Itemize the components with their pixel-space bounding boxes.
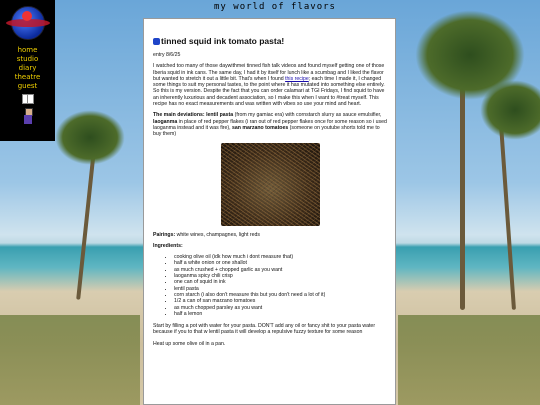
step-paragraph: Heat up some olive oil in a pan. [153, 340, 226, 347]
post-card [143, 18, 396, 405]
background-grass-left [0, 315, 140, 405]
ingredients-heading: Ingredients: [153, 242, 183, 249]
step-paragraph: Start by filling a pot with water for your pasta. DON'T add any oil or fancy shit to your pasta water because if you to that w lentil pasta it will develop a repulsive fuzzy texture for some reason [153, 323, 376, 336]
squid-icon [153, 38, 160, 45]
nav-diary[interactable]: diary [18, 64, 37, 72]
list-item: • half a lemon [174, 311, 387, 317]
nav-studio[interactable]: studio [16, 55, 39, 63]
recipe-link[interactable]: this recipe [285, 75, 309, 82]
list-item: • lentil pasta [174, 286, 387, 292]
palm-leaves [55, 110, 125, 165]
list-item: • laoganma spicy chili crisp [174, 273, 387, 279]
list-item: • as much crushed + chopped garlic as you want [174, 267, 387, 273]
post-date: entry 8/6/25 [153, 52, 181, 58]
globe-logo [11, 6, 45, 40]
nav-guest[interactable]: guest [17, 82, 38, 90]
list-item: • one can of squid in ink [174, 279, 387, 285]
sidebar [0, 0, 55, 141]
post-title: tinned squid ink tomato pasta! [161, 36, 285, 46]
nav-home[interactable]: home [17, 46, 38, 54]
book-icon[interactable] [22, 94, 34, 104]
pairings-paragraph: Pairings: white wines, champagnes, light reds [153, 231, 260, 238]
palm-trunk [498, 110, 516, 310]
palm-trunk [76, 150, 96, 300]
list-item: • cooking olive oil (idk how much i dont measure that) [174, 254, 387, 260]
site-header: my world of flavors [214, 2, 336, 12]
list-item: • as much chopped parsley as you want [174, 305, 387, 311]
ingredients-list [153, 254, 387, 317]
background-grass-right [398, 315, 540, 405]
palm-leaves [480, 80, 540, 140]
nav-theatre[interactable]: theatre [14, 73, 41, 81]
post-title-row [153, 36, 387, 46]
intro-paragraph: I watched too many of those daywithmei tinned fish talk videos and found myself getting one of those Iberia squid in ink cans. The same day, I had it by itself for lunch like a scumbag and I liked the flavor but wanted to stretch it out a little bit. That's when I found this recipe; each time I made it, I changed some things to suit my personal tastes, to the point where it has mutated into something else entirely. So this is my version. Despite the fact that you can order calamari at TGI Fridays, I find squid to have an inherently luxurious and decadent association, so I make this when I want to #treat myself. This recipe has no exact measurements and was written with vibes so use your mind and heart. [153, 63, 385, 108]
pasta-photo [221, 143, 320, 226]
pixel-character-icon [23, 108, 33, 124]
list-item: • half a white onion or one shallot [174, 260, 387, 266]
list-item: • 1/2 a can of san marzano tomatoes [174, 298, 387, 304]
list-item: • corn starch (i also don't measure this but you don't need a lot of it) [174, 292, 387, 298]
deviations-paragraph: The main deviations: lentil pasta (from my gamiac era) with cornstarch slurry as sauce emulsifier, laoganma in place of red pepper flakes (i ran out of red pepper flakes once for some reason so i used laoganma instead and it was fire), san marzano tomatoes (someone on youtube shorts told me to buy them) [153, 112, 387, 138]
